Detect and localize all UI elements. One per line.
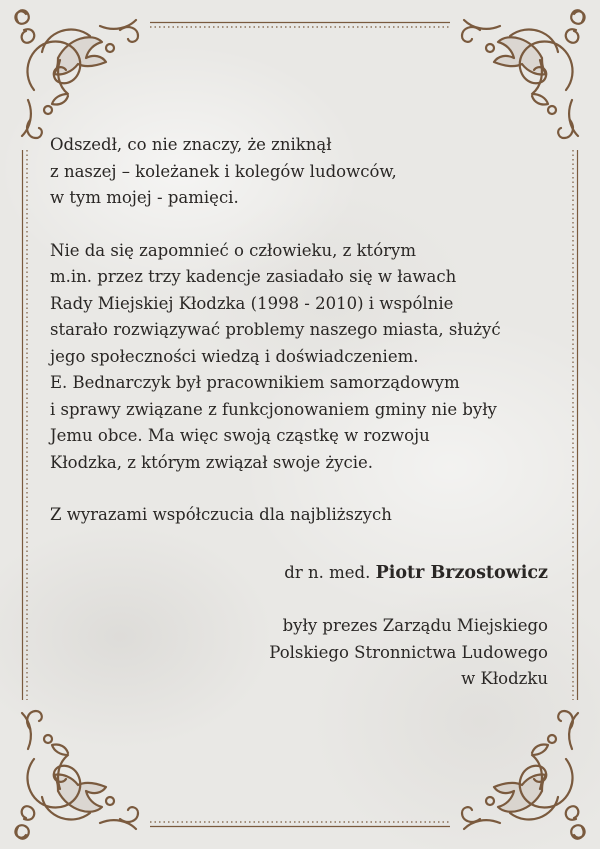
opening-paragraph: [50, 132, 550, 212]
corner-flourish-icon: [15, 711, 138, 839]
corner-flourish-icon: [462, 711, 585, 839]
text-line: Jemu obce. Ma więc swoją cząstkę w rozwoju: [50, 426, 430, 445]
text-line: jego społeczności wiedzą i doświadczeniem.: [50, 346, 419, 366]
text-line: starało rozwiązywać problemy naszego miasta, służyć: [50, 320, 501, 339]
text-line: Odszedł, co nie znaczy, że zniknął: [50, 135, 332, 154]
role-line: były prezes Zarządu Miejskiego: [282, 616, 548, 635]
text-line: Nie da się zapomnieć o człowieku, z którym: [50, 240, 416, 260]
signer-title: dr n. med.: [284, 562, 376, 582]
text-line: Kłodzka, z którym związał swoje życie.: [50, 452, 374, 472]
signature: [50, 560, 550, 587]
text-line: w tym mojej - pamięci.: [50, 188, 239, 207]
text-line: i sprawy związane z funkcjonowaniem gminy nie były: [50, 399, 497, 419]
condolence-line: Z wyrazami współczucia dla najbliższych: [50, 505, 392, 524]
role-line: Polskiego Stronnictwa Ludowego: [269, 642, 548, 662]
signer-role: [50, 613, 550, 693]
text-line: E. Bednarczyk był pracownikiem samorządowym: [50, 373, 460, 392]
text-line: Rady Miejskiej Kłodzka (1998 - 2010) i wspólnie: [50, 293, 454, 313]
corner-flourish-icon: [15, 10, 138, 138]
memorial-paragraph: [50, 238, 550, 477]
corner-flourish-icon: [462, 10, 585, 138]
role-line: w Kłodzku: [461, 669, 548, 688]
signer-name: Piotr Brzostowicz: [375, 562, 548, 583]
text-line: z naszej – koleżanek i kolegów ludowców,: [50, 161, 397, 181]
text-line: m.in. przez trzy kadencje zasiadało się w ławach: [50, 267, 457, 286]
letter-body: [50, 132, 550, 693]
